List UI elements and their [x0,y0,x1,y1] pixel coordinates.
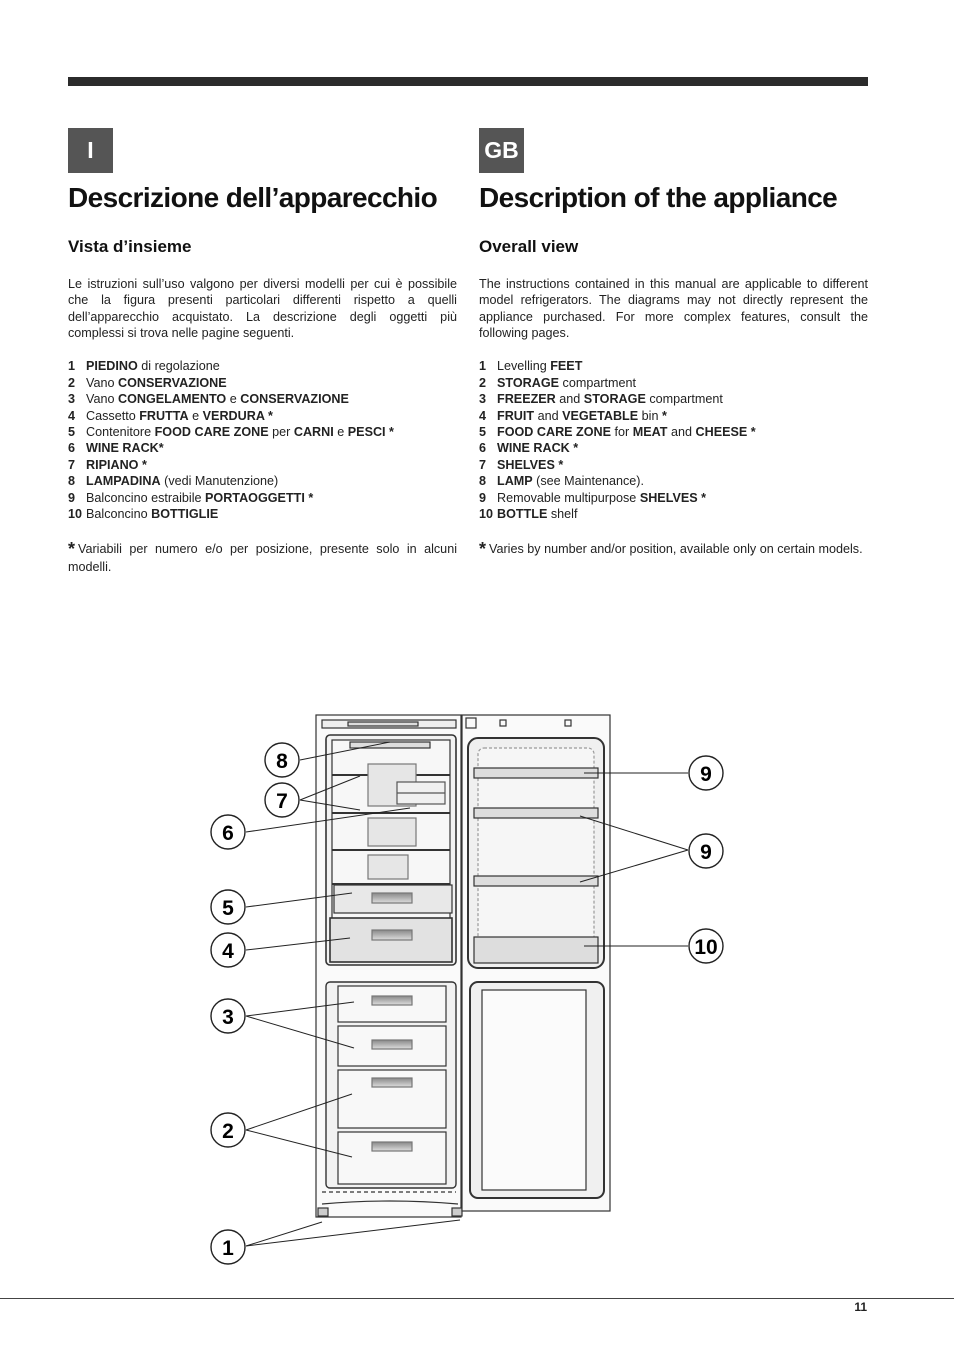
item-keyword: LAMP [497,474,533,489]
item-text: Balconcino [86,507,152,522]
callout-label: 6 [222,822,234,845]
callout-label: 2 [222,1120,234,1143]
item-text: e [188,408,203,423]
item-text: (see Maintenance). [532,474,644,489]
intro-text-it: Le istruzioni sull’uso valgono per diversi modelli per cui è possibile che la figura presenti particolari differenti rispetto a quelli dell’apparecchio acquistato. La descrizione degli oggetti più complessi si trova nelle pagine seguenti. [68,276,457,341]
callout-7 [265,783,299,817]
item-keyword: SHELVES * [497,457,564,472]
callout-8 [265,743,299,777]
page-title-en: Description of the appliance [479,182,838,213]
item-number: 1 [479,359,487,374]
item-number: 8 [479,474,487,489]
item-text: Levelling [497,359,551,374]
item-text: (vedi Manutenzione) [160,474,279,489]
item-text: compartment [559,375,637,390]
item-text: Cassetto [86,408,140,423]
list-item [479,506,868,522]
item-text: and [667,425,696,440]
item-number: 10 [68,507,83,522]
item-keyword: * [661,408,667,423]
item-text: di regolazione [137,359,220,374]
callout-label: 3 [222,1006,234,1029]
item-number: 3 [479,392,487,407]
item-keyword: MEAT [632,425,668,440]
item-text: Removable multipurpose [497,490,640,505]
callout-label: 9 [700,763,712,786]
item-keyword: LAMPADINA [86,474,161,489]
item-number: 9 [479,490,487,505]
item-keyword: WINE RACK * [497,441,579,456]
appliance-diagram [0,700,954,1270]
item-number: 10 [479,507,494,522]
item-number: 5 [479,425,487,440]
item-text: for [611,425,633,440]
item-keyword: BOTTLE [497,507,548,522]
item-keyword: BOTTIGLIE [151,507,219,522]
item-number: 7 [479,457,487,472]
item-text: Vano [86,375,118,390]
callout-6 [211,815,245,849]
callout-5 [211,890,245,924]
footnote-en [479,540,868,558]
list-item [479,440,868,456]
item-text: and [534,408,563,423]
footnote-star-en: * [479,539,487,560]
callout-3 [211,999,245,1033]
item-keyword: WINE RACK* [86,441,164,456]
language-badge-it: I [68,128,113,173]
bottom-rule [0,1298,954,1299]
list-item [479,391,868,407]
top-rule [68,77,868,86]
callout-label: 9 [700,841,712,864]
item-keyword: CONSERVAZIONE [117,375,227,390]
item-number: 2 [479,375,487,390]
parts-list-it [68,358,457,522]
item-keyword: FREEZER [497,392,556,407]
item-keyword: FOOD CARE ZONE [154,425,269,440]
list-item [479,408,868,424]
item-text: Balconcino estraibile [86,490,206,505]
item-text: e [226,392,241,407]
item-text: and [555,392,584,407]
item-keyword: CARNI [293,425,334,440]
fridge-door [462,715,610,1211]
item-number: 2 [68,375,76,390]
list-item [479,358,868,374]
callout-9-top [689,756,723,790]
callout-9 [689,834,723,868]
item-number: 3 [68,392,76,407]
list-item [68,424,457,440]
callout-2 [211,1113,245,1147]
item-keyword: VEGETABLE [562,408,639,423]
intro-text-en: The instructions contained in this manual are applicable to different model refrigerators. The diagrams may not directly represent the appliance purchased. For more complex features, consult the following pages. [479,276,868,341]
item-keyword: PIEDINO [86,359,138,374]
item-keyword: VERDURA * [202,408,273,423]
callout-label: 7 [276,790,288,813]
callout-10 [689,929,723,963]
footnote-it [68,540,457,576]
item-keyword: STORAGE [583,392,646,407]
footnote-text-it: Variabili per numero e/o per posizione, presente solo in alcuni modelli. [68,542,457,575]
item-keyword: FRUTTA [139,408,189,423]
footnote-text-en: Varies by number and/or position, available only on certain models. [489,542,863,557]
callout-label: 4 [222,940,234,963]
list-item [68,506,457,522]
list-item [68,391,457,407]
item-keyword: CHEESE * [695,425,756,440]
callout-label: 5 [222,897,234,920]
callout-label: 8 [276,750,288,773]
item-keyword: RIPIANO * [86,457,147,472]
item-number: 5 [68,425,76,440]
list-item [68,457,457,473]
list-item [68,440,457,456]
item-text: shelf [547,507,578,522]
item-number: 6 [68,441,76,456]
item-text: e [333,425,348,440]
list-item [479,375,868,391]
item-keyword: FEET [550,359,583,374]
page-title-it: Descrizione dell’apparecchio [68,182,438,213]
section-subtitle-it: Vista d’insieme [68,236,192,256]
list-item [479,424,868,440]
item-number: 7 [68,457,76,472]
item-number: 4 [479,408,487,423]
list-item [68,408,457,424]
section-subtitle-en: Overall view [479,236,579,256]
item-keyword: PESCI * [347,425,394,440]
list-item [68,358,457,374]
item-number: 1 [68,359,76,374]
item-number: 4 [68,408,76,423]
language-badge-gb: GB [479,128,524,173]
callout-1 [211,1230,245,1264]
item-keyword: SHELVES * [639,490,707,505]
list-item [68,490,457,506]
item-keyword: CONSERVAZIONE [240,392,349,407]
item-keyword: PORTAOGGETTI * [205,490,314,505]
item-keyword: FOOD CARE ZONE [497,425,612,440]
item-text: Contenitore [86,425,155,440]
item-keyword: FRUIT [497,408,535,423]
item-number: 6 [479,441,487,456]
item-text: bin [638,408,662,423]
italian-column [68,128,457,576]
callout-4 [211,933,245,967]
fridge-cabinet [316,715,462,1217]
item-keyword: STORAGE [497,375,560,390]
english-column [479,128,868,558]
list-item [68,473,457,489]
item-number: 8 [68,474,76,489]
item-text: Vano [86,392,118,407]
parts-list-en [479,358,868,522]
list-item [479,457,868,473]
callout-label: 10 [694,936,718,959]
list-item [479,473,868,489]
footnote-star-it: * [68,539,76,560]
callout-label: 1 [222,1237,234,1260]
list-item [68,375,457,391]
item-text: compartment [645,392,723,407]
item-text: per [268,425,294,440]
list-item [479,490,868,506]
page-number: 11 [854,1300,867,1314]
item-keyword: CONGELAMENTO [117,392,227,407]
item-number: 9 [68,490,76,505]
